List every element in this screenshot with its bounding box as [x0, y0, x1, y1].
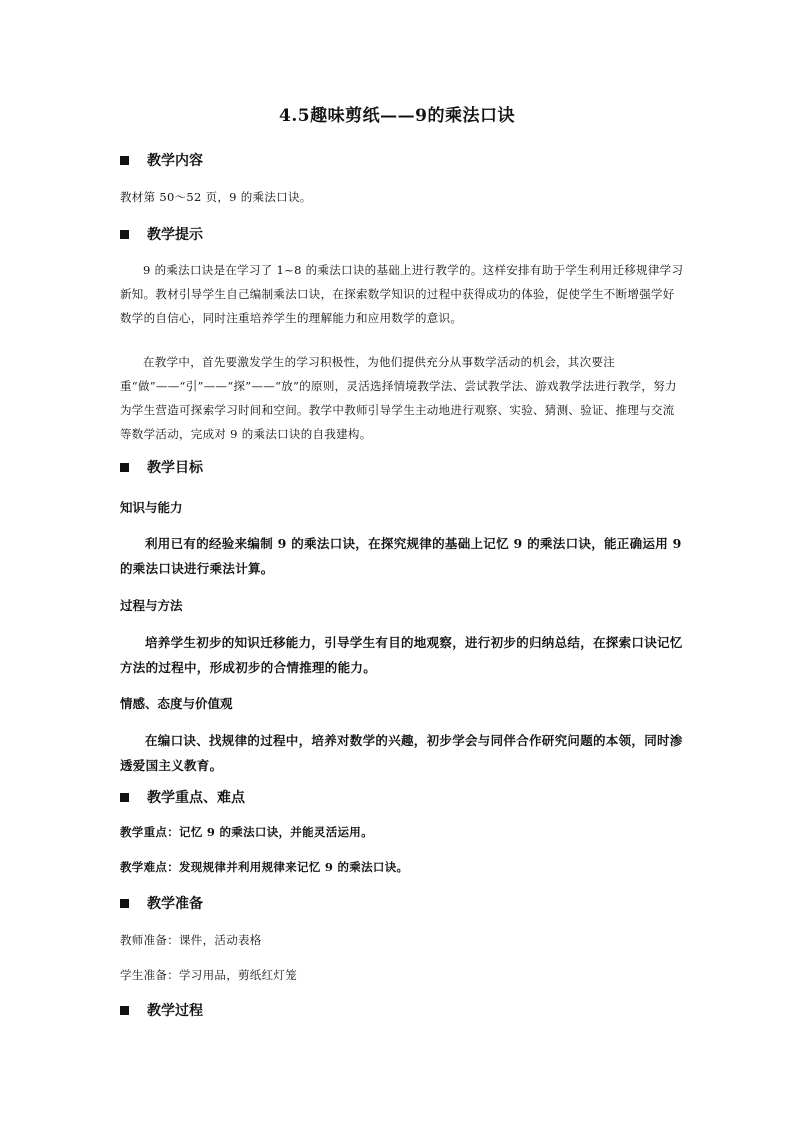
section-heading-goals [120, 457, 684, 477]
section-heading-tips [120, 224, 684, 244]
tips-paragraph-1: 9 的乘法口诀是在学习了 1~8 的乘法口诀的基础上进行教学的。这样安排有助于学生利用迁移规律学习新知。教材引导学生自己编制乘法口诀，在探索数学知识的过程中获得成功的体验，促使学生不断增强学好数学的自信心，同时注重培养学生的理解能力和应用数学的意识。 [120, 263, 684, 325]
goals-paragraph-knowledge: 利用已有的经验来编制 9 的乘法口诀，在探究规律的基础上记忆 9 的乘法口诀，能正确运用 9 的乘法口诀进行乘法计算。 [120, 536, 682, 576]
square-bullet-icon [120, 899, 129, 908]
tips-paragraph-2: 在教学中，首先要激发学生的学习积极性，为他们提供充分从事数学活动的机会，其次要注重“做”——“引”——“探”——“放”的原则，灵活选择情境教学法、尝试教学法、游戏教学法进行教学，努力为学生营造可探索学习时间和空间。教学中教师引导学生主动地进行观察、实验、猜测、验证、推理与交流等数学活动，完成对 9 的乘法口诀的自我建构。 [120, 355, 677, 441]
square-bullet-icon [120, 1006, 129, 1015]
difficulty-text: 教学难点：发现规律并利用规律来记忆 9 的乘法口诀。 [120, 860, 409, 874]
teacher-prep-text: 教师准备：课件，活动表格 [120, 933, 262, 947]
heading-label: 教学重点、难点 [147, 790, 245, 806]
goals-paragraph-attitude: 在编口诀、找规律的过程中，培养对数学的兴趣，初步学会与同伴合作研究问题的本领，同时渗透爱国主义教育。 [120, 733, 683, 773]
heading-label: 教学提示 [147, 227, 203, 243]
goals-subheading-process: 过程与方法 [120, 598, 183, 613]
goals-subheading-attitude: 情感、态度与价值观 [120, 696, 233, 711]
square-bullet-icon [120, 463, 129, 472]
student-prep-text: 学生准备：学习用品，剪纸红灯笼 [120, 968, 297, 982]
square-bullet-icon [120, 793, 129, 802]
goals-subheading-knowledge: 知识与能力 [120, 500, 183, 515]
content-text: 教材第 50～52 页，9 的乘法口诀。 [120, 190, 312, 204]
keypoint-text: 教学重点：记忆 9 的乘法口诀，并能灵活运用。 [120, 825, 373, 839]
heading-label: 教学过程 [147, 1003, 203, 1019]
heading-label: 教学内容 [147, 153, 203, 169]
section-heading-content [120, 150, 684, 170]
heading-label: 教学目标 [147, 460, 203, 476]
section-heading-prep [120, 893, 684, 913]
square-bullet-icon [120, 156, 129, 165]
section-heading-keypoints [120, 787, 684, 807]
square-bullet-icon [120, 230, 129, 239]
goals-paragraph-process: 培养学生初步的知识迁移能力，引导学生有目的地观察，进行初步的归纳总结，在探索口诀记忆方法的过程中，形成初步的合情推理的能力。 [120, 635, 683, 675]
page-title: 4.5趣味剪纸——9的乘法口诀 [279, 106, 515, 126]
section-heading-process [120, 1000, 684, 1020]
heading-label: 教学准备 [147, 896, 203, 912]
